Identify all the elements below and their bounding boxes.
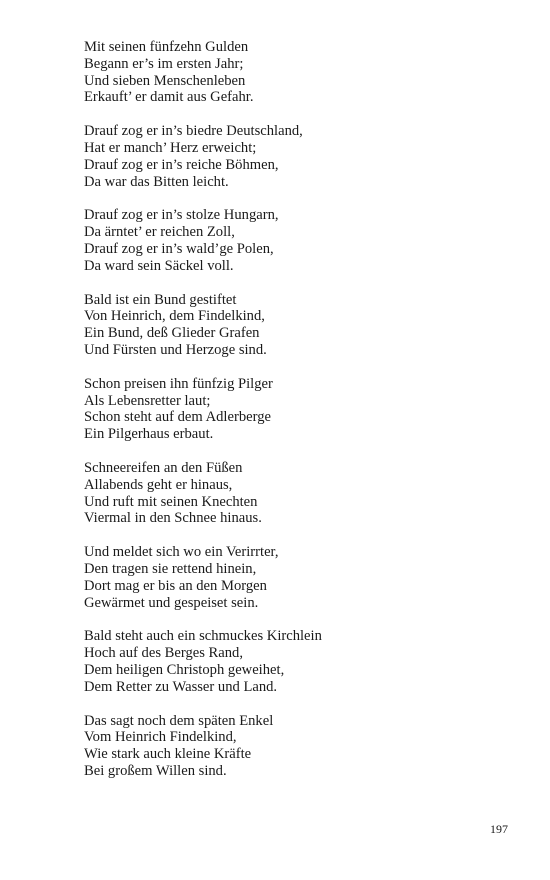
poem-line: Den tragen sie rettend hinein, — [84, 560, 257, 577]
poem-line: Drauf zog er in’s wald’ge Polen, — [84, 240, 274, 257]
stanza — [84, 376, 514, 443]
poem-line: Bald steht auch ein schmuckes Kirchlein — [84, 628, 322, 645]
poem — [84, 39, 514, 797]
poem-line: Hat er manch’ Herz erweicht; — [84, 139, 257, 156]
poem-line: Drauf zog er in’s reiche Böhmen, — [84, 156, 279, 173]
stanza — [84, 207, 514, 274]
poem-line: Drauf zog er in’s biedre Deutschland, — [84, 123, 303, 140]
page-number: 197 — [490, 822, 508, 836]
poem-line: Mit seinen fünfzehn Gulden — [84, 39, 249, 55]
poem-line: Und ruft mit seinen Knechten — [84, 493, 258, 510]
poem-line: Von Heinrich, dem Findelkind, — [84, 308, 265, 325]
poem-line: Und meldet sich wo ein Verirrter, — [84, 544, 279, 561]
poem-line: Bei großem Willen sind. — [84, 762, 227, 779]
poem-line: Als Lebensretter laut; — [84, 392, 211, 409]
poem-line: Gewärmet und gespeiset sein. — [84, 594, 259, 611]
poem-line: Bald ist ein Bund gestiftet — [84, 291, 237, 308]
poem-line: Und sieben Menschenleben — [84, 72, 246, 89]
poem-line: Dem Retter zu Wasser und Land. — [84, 678, 278, 695]
poem-line: Das sagt noch dem späten Enkel — [84, 712, 274, 729]
stanza — [84, 544, 514, 611]
poem-line: Ein Bund, deß Glieder Grafen — [84, 325, 260, 342]
poem-line: Da ward sein Säckel voll. — [84, 257, 234, 274]
poem-line: Viermal in den Schnee hinaus. — [84, 510, 262, 527]
poem-line: Und Fürsten und Herzoge sind. — [84, 341, 267, 358]
stanza — [84, 39, 514, 106]
poem-line: Hoch auf des Berges Rand, — [84, 645, 244, 662]
stanza — [84, 460, 514, 527]
stanza — [84, 713, 514, 780]
poem-line: Dort mag er bis an den Morgen — [84, 577, 267, 594]
poem-line: Ein Pilgerhaus erbaut. — [84, 426, 214, 443]
poem-line: Schon steht auf dem Adlerberge — [84, 409, 271, 426]
poem-line: Wie stark auch kleine Kräfte — [84, 746, 252, 763]
poem-line: Schon preisen ihn fünfzig Pilger — [84, 375, 273, 392]
poem-line: Da ärntet’ er reichen Zoll, — [84, 224, 235, 241]
poem-line: Begann er’s im ersten Jahr; — [84, 55, 244, 72]
poem-line: Erkauft’ er damit aus Gefahr. — [84, 89, 254, 106]
poem-line: Allabends geht er hinaus, — [84, 476, 233, 493]
poem-line: Vom Heinrich Findelkind, — [84, 729, 237, 746]
stanza — [84, 123, 514, 190]
poem-line: Drauf zog er in’s stolze Hungarn, — [84, 207, 279, 224]
stanza — [84, 628, 514, 695]
poem-line: Dem heiligen Christoph geweihet, — [84, 661, 285, 678]
poem-line: Schneereifen an den Füßen — [84, 459, 243, 476]
stanza — [84, 292, 514, 359]
poem-line: Da war das Bitten leicht. — [84, 173, 229, 190]
